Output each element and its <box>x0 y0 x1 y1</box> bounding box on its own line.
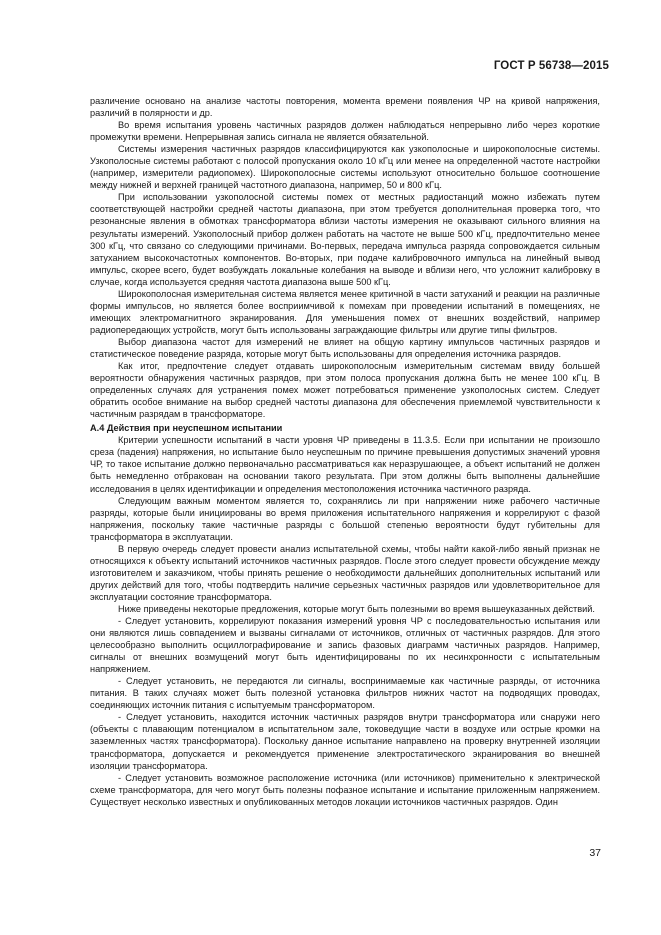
paragraph: Критерии успешности испытаний в части уровня ЧР приведены в 11.3.5. Если при испытании не произошло среза (падения) напряжения, но испытание было неуспешным по причине превышения допустимых значений уровня ЧР, то такое испытание должно первоначально рассматриваться как неразрушающее, а объект испытаний не должен быть немедленно отбракован на основании такого результата. При этом должны быть выполнены дальнейшие исследования в целях идентификации и определения местоположения источника частичного разряда. <box>90 435 600 494</box>
paragraph: Во время испытания уровень частичных разрядов должен наблюдаться непрерывно либо через короткие промежутки времени. Непрерывная запись сигнала не является обязательной. <box>90 120 600 143</box>
list-item: - Следует установить, не передаются ли сигналы, воспринимаемые как частичные разряды, от источника питания. В таких случаях может быть полезной установка фильтров нижних частот на подводящих проводах, соединяющих источник питания с испытуемым трансформатором. <box>90 676 600 711</box>
list-item: - Следует установить, коррелируют показания измерений уровня ЧР с последовательностью испытания или они являются лишь совпадением и вызваны сигналами от источников, отличных от частичных разрядов. Для этого целесообразно выполнить осциллографирование и запись фазовых диаграмм частичных разрядов. Например, сигналы от внешних возмущений могут быть идентифицированы по их несинхронности с испытательным напряжением. <box>90 616 600 675</box>
paragraph: Как итог, предпочтение следует отдавать широкополосным измерительным системам ввиду большей вероятности обнаружения частичных разрядов, при этом полоса пропускания должна быть не менее 100 кГц. В определенных случаях для устранения помех может потребоваться применение узкополосных систем. Следует обратить особое внимание на выбор средней частоты диапазона для обеспечения приемлемой чувствительности к частичным разрядам в трансформаторе. <box>90 361 600 420</box>
paragraph: Широкополосная измерительная система является менее критичной в части затуханий и реакции на различные формы импульсов, но является более восприимчивой к помехам при проведении испытаний в помещениях, не имеющих электромагнитного экранирования. Для уменьшения помех от внешних воздействий, например радиопередающих устройств, могут быть использованы заграждающие фильтры или другие типы фильтров. <box>90 288 600 335</box>
paragraph: различение основано на анализе частоты повторения, момента времени появления ЧР на кривой напряжения, различий в полярности и др. <box>90 96 600 119</box>
list-item: - Следует установить возможное расположение источника (или источников) применительно к электрической схеме трансформатора, для чего могут быть полезны пофазное испытание и испытание приложенным напряжением. Существует несколько известных и опубликованных методов локации источников частичных разрядов. Один <box>90 772 600 807</box>
section-heading: А.4 Действия при неуспешном испытании <box>90 423 283 434</box>
document-body <box>90 95 600 808</box>
paragraph: При использовании узкополосной системы помех от местных радиостанций можно избежать путем соответствующей настройки средней частоты диапазона, при этом требуется дополнительная проверка того, что резонансные явления в обмотках трансформатора вблизи частоты измерения не оказывают сильного влияния на результаты измерений. Узкополосный прибор должен работать на частоте не выше 500 кГц, предпочтительно менее 300 кГц, что связано со следующими причинами. Во-первых, передача импульса разряда сопровождается сильным затуханием высокочастотных компонентов. Во-вторых, при подаче калибровочного импульса на линейный вывод импульс, скорее всего, будет возбуждать локальные колебания на выводе и вблизи него, что усложнит калибровку в случае, когда используется средняя частота диапазона выше 500 кГц. <box>90 192 600 287</box>
page-number: 37 <box>589 847 601 859</box>
paragraph: В первую очередь следует провести анализ испытательной схемы, чтобы найти какой-либо явный признак не относящихся к объекту испытаний источников частичных разрядов. После этого следует провести обсуждение между изготовителем и заказчиком, чтобы принять решение о необходимости дальнейших дополнительных испытаний или других действий для того, чтобы подтвердить наличие серьезных частичных разрядов или удовлетворительное для эксплуатации состояние трансформатора. <box>90 543 600 602</box>
paragraph: Следующим важным моментом является то, сохранялись ли при напряжении ниже рабочего частичные разряды, которые были инициированы во время приложения испытательного напряжения и коррелируют с фазой напряжения, поскольку такие частичные разряды с большой степенью вероятности будут губительны для трансформатора в эксплуатации. <box>90 495 600 542</box>
paragraph: Системы измерения частичных разрядов классифицируются как узкополосные и широкополосные системы. Узкополосные системы работают с полосой пропускания около 10 кГц или менее на определенной частоте настройки (например, измерители радиопомех). Широкополосные системы используют относительно большое соотношение между нижней и верхней границей частотного диапазона, например, 50 и 800 кГц. <box>90 144 600 191</box>
document-header: ГОСТ Р 56738—2015 <box>493 60 609 72</box>
list-item: - Следует установить, находится источник частичных разрядов внутри трансформатора или снаружи него (объекты с плавающим потенциалом в испытательном зале, токоведущие части в воздухе или острые кромки на заземленных частях трансформатора). Поскольку данное испытание направлено на проверку внутренней изоляции трансформатора, допускается и рекомендуется применение электростатического экранирования во внешней изоляции трансформатора. <box>90 712 600 771</box>
paragraph: Выбор диапазона частот для измерений не влияет на общую картину импульсов частичных разрядов и статистическое поведение разряда, которые могут быть использованы для определения источника разрядов. <box>90 336 600 359</box>
paragraph: Ниже приведены некоторые предложения, которые могут быть полезными во время вышеуказанных действий. <box>118 603 595 614</box>
